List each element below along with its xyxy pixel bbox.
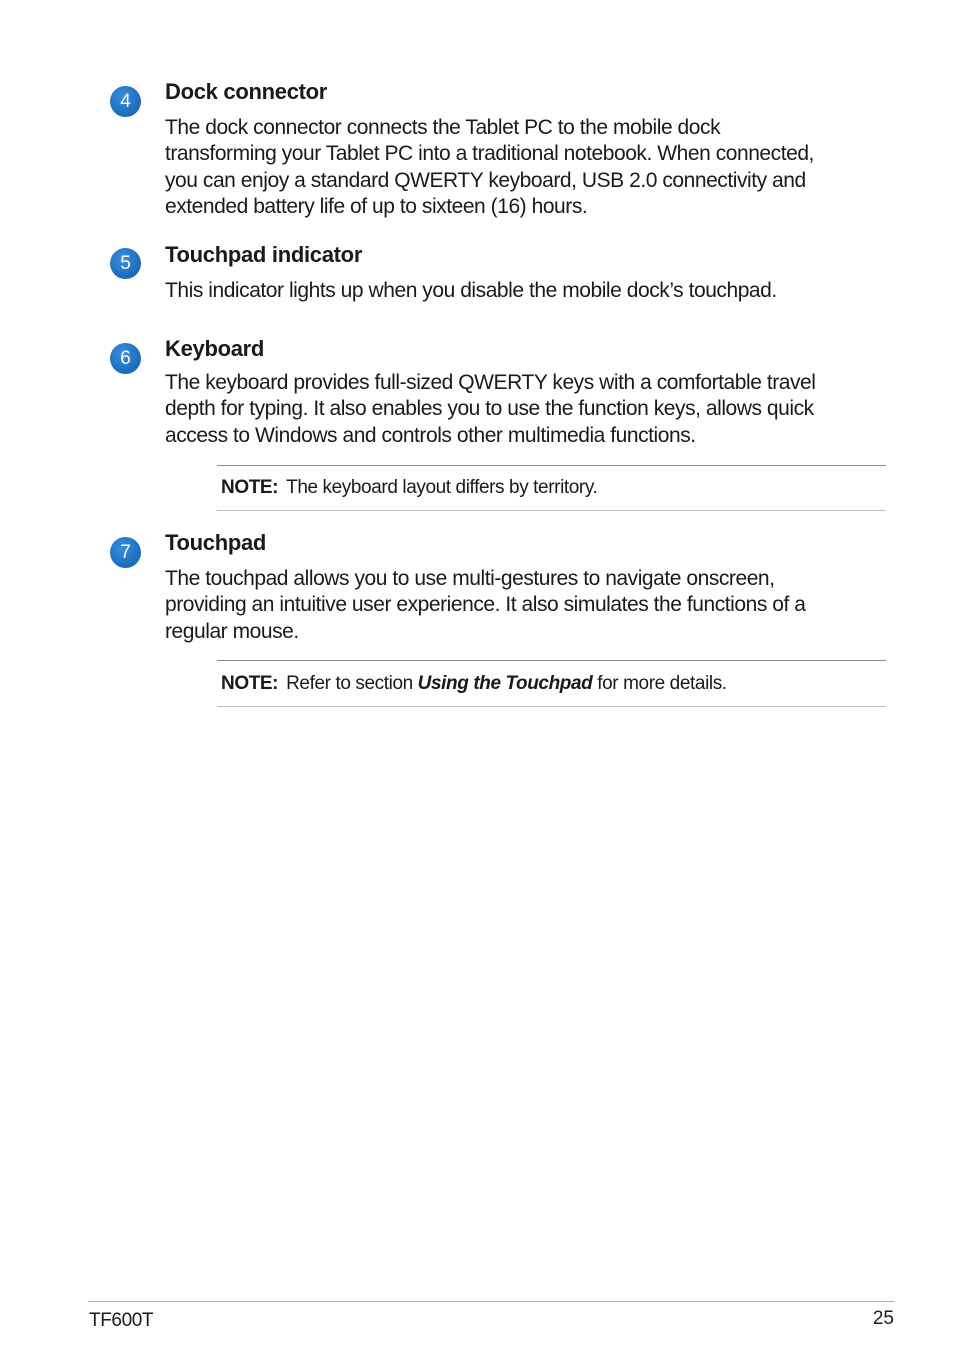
- footer-rule: [88, 1301, 894, 1302]
- section-body: [165, 115, 895, 220]
- page-number: 25: [872, 1308, 894, 1329]
- section-number-badge: 6: [110, 343, 141, 374]
- note-text: The keyboard layout differs by territory.: [286, 477, 598, 498]
- note-box: [217, 465, 886, 511]
- note-section-reference: Using the Touchpad: [417, 673, 593, 694]
- note-label: NOTE:: [221, 477, 279, 498]
- body-line: access to Windows and controls other multimedia functions.: [165, 423, 696, 447]
- body-line: transforming your Tablet PC into a traditional notebook. When connected,: [165, 142, 814, 166]
- note-text-after: for more details.: [597, 673, 727, 694]
- note-text-before: Refer to section: [286, 673, 413, 694]
- section-number-badge: 5: [110, 248, 141, 279]
- section-title: Touchpad indicator: [165, 242, 363, 267]
- body-line: The dock connector connects the Tablet PC to the mobile dock: [165, 116, 721, 139]
- body-line: extended battery life of up to sixteen (16) hours.: [165, 194, 588, 218]
- body-line: you can enjoy a standard QWERTY keyboard, USB 2.0 connectivity and: [165, 168, 806, 192]
- body-line: depth for typing. It also enables you to use the function keys, allows quick: [165, 397, 814, 421]
- body-line: The keyboard provides full-sized QWERTY keys with a comfortable travel: [165, 371, 816, 394]
- section-title: Touchpad: [165, 530, 267, 555]
- section-body: [165, 278, 895, 304]
- footer-model-name: TF600T: [89, 1310, 154, 1331]
- body-line: regular mouse.: [165, 619, 299, 643]
- note-box: [217, 660, 886, 707]
- section-body: [165, 566, 895, 645]
- note-label: NOTE:: [221, 673, 279, 694]
- body-line: providing an intuitive user experience. It also simulates the functions of a: [165, 593, 806, 617]
- section-title: Keyboard: [165, 336, 265, 361]
- section-title: Dock connector: [165, 79, 328, 104]
- section-number-badge: 7: [110, 537, 141, 568]
- body-line: This indicator lights up when you disable the mobile dock’s touchpad.: [165, 279, 777, 302]
- section-number-badge: 4: [110, 86, 141, 117]
- section-body: [165, 370, 895, 449]
- body-line: The touchpad allows you to use multi-gestures to navigate onscreen,: [165, 567, 775, 590]
